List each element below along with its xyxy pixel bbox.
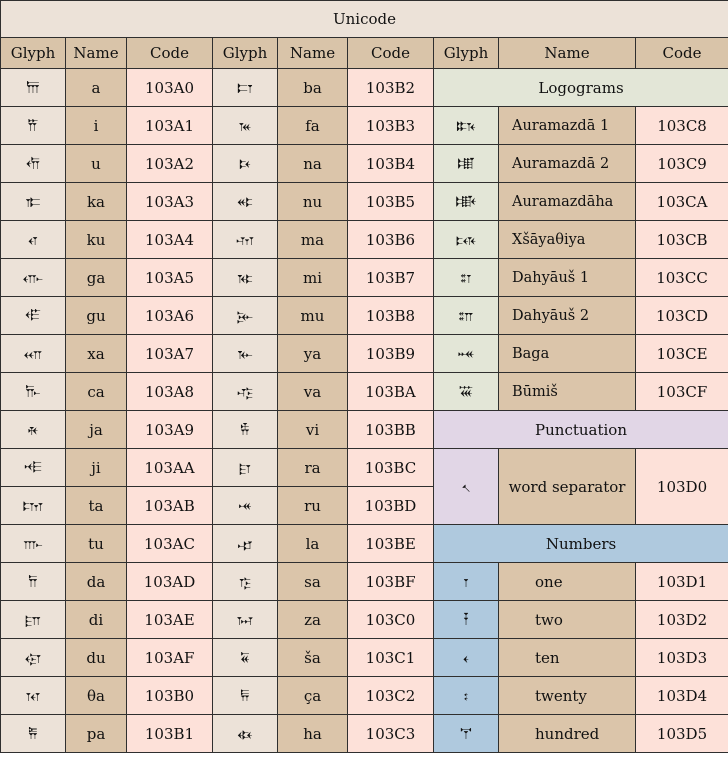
code-cell: 103C1 — [348, 639, 434, 677]
table-row — [1, 221, 728, 259]
glyph-cell: 𐎯 — [1, 639, 66, 677]
header-name: Name — [66, 38, 127, 69]
table-row — [1, 563, 728, 601]
name-cell: sa — [278, 563, 348, 601]
table-row — [1, 297, 728, 335]
name-cell: va — [278, 373, 348, 411]
code-cell: 103AF — [127, 639, 213, 677]
name-cell: ji — [66, 449, 127, 487]
name-cell: da — [66, 563, 127, 601]
table-row — [1, 107, 728, 145]
code-cell: 103CB — [636, 221, 728, 259]
name-cell: xa — [66, 335, 127, 373]
name-cell: ba — [278, 69, 348, 107]
code-cell: 103B4 — [348, 145, 434, 183]
code-cell: 103C3 — [348, 715, 434, 753]
table-row — [1, 601, 728, 639]
code-cell: 103AB — [127, 487, 213, 525]
glyph-cell: 𐎱 — [1, 715, 66, 753]
name-cell: word separator — [499, 449, 636, 525]
header-glyph: Glyph — [1, 38, 66, 69]
section-header-logograms: Logograms — [434, 69, 728, 107]
glyph-cell: 𐏋 — [434, 221, 499, 259]
header-code: Code — [127, 38, 213, 69]
code-cell: 103A1 — [127, 107, 213, 145]
name-cell: nu — [278, 183, 348, 221]
name-cell: pa — [66, 715, 127, 753]
glyph-cell: 𐎣 — [1, 183, 66, 221]
glyph-cell: 𐎷 — [213, 259, 278, 297]
glyph-cell: 𐎾 — [213, 525, 278, 563]
glyph-cell: 𐎵 — [213, 183, 278, 221]
code-cell: 103BB — [348, 411, 434, 449]
glyph-cell: 𐎥 — [1, 259, 66, 297]
code-cell: 103BD — [348, 487, 434, 525]
glyph-cell: 𐎰 — [1, 677, 66, 715]
code-cell: 103B3 — [348, 107, 434, 145]
name-cell: ka — [66, 183, 127, 221]
table-row — [1, 335, 728, 373]
name-cell: ten — [499, 639, 636, 677]
table-row — [1, 259, 728, 297]
glyph-cell: 𐎨 — [1, 373, 66, 411]
code-cell: 103B9 — [348, 335, 434, 373]
code-cell: 103D0 — [636, 449, 728, 525]
name-cell: ma — [278, 221, 348, 259]
glyph-cell: 𐏃 — [213, 715, 278, 753]
glyph-cell: 𐏀 — [213, 601, 278, 639]
name-cell: u — [66, 145, 127, 183]
code-cell: 103B2 — [348, 69, 434, 107]
name-cell: twenty — [499, 677, 636, 715]
code-cell: 103D3 — [636, 639, 728, 677]
table-row — [1, 411, 728, 449]
code-cell: 103CE — [636, 335, 728, 373]
glyph-cell: 𐎺 — [213, 373, 278, 411]
code-cell: 103BE — [348, 525, 434, 563]
glyph-cell: 𐎮 — [1, 601, 66, 639]
section-header-numbers: Numbers — [434, 525, 728, 563]
glyph-cell: 𐎻 — [213, 411, 278, 449]
name-cell: ca — [66, 373, 127, 411]
name-cell: ya — [278, 335, 348, 373]
name-cell: two — [499, 601, 636, 639]
glyph-cell: 𐏈 — [434, 107, 499, 145]
glyph-cell: 𐎠 — [1, 69, 66, 107]
code-cell: 103BC — [348, 449, 434, 487]
glyph-cell: 𐎶 — [213, 221, 278, 259]
glyph-cell: 𐎹 — [213, 335, 278, 373]
code-cell: 103A6 — [127, 297, 213, 335]
name-cell: gu — [66, 297, 127, 335]
table-row — [1, 639, 728, 677]
table-row — [1, 183, 728, 221]
name-cell: vi — [278, 411, 348, 449]
glyph-cell: 𐎪 — [1, 449, 66, 487]
glyph-cell: 𐏎 — [434, 335, 499, 373]
name-cell: Xšāyaθiya — [499, 221, 636, 259]
table-row — [1, 715, 728, 753]
code-cell: 103A3 — [127, 183, 213, 221]
glyph-cell: 𐏂 — [213, 677, 278, 715]
glyph-cell: 𐏌 — [434, 259, 499, 297]
glyph-cell: 𐎲 — [213, 69, 278, 107]
glyph-cell: 𐎦 — [1, 297, 66, 335]
glyph-cell: 𐎢 — [1, 145, 66, 183]
code-cell: 103A9 — [127, 411, 213, 449]
name-cell: ça — [278, 677, 348, 715]
glyph-cell: 𐎩 — [1, 411, 66, 449]
code-cell: 103D5 — [636, 715, 728, 753]
section-header-punctuation: Punctuation — [434, 411, 728, 449]
glyph-cell: 𐎭 — [1, 563, 66, 601]
glyph-cell: 𐏑 — [434, 563, 499, 601]
table-row — [1, 525, 728, 563]
name-cell: Auramazdā 1 — [499, 107, 636, 145]
name-cell: hundred — [499, 715, 636, 753]
name-cell: one — [499, 563, 636, 601]
name-cell: mu — [278, 297, 348, 335]
name-cell: Baga — [499, 335, 636, 373]
glyph-cell: 𐎴 — [213, 145, 278, 183]
header-name: Name — [278, 38, 348, 69]
code-cell: 103B7 — [348, 259, 434, 297]
code-cell: 103A0 — [127, 69, 213, 107]
table-row — [1, 449, 728, 487]
glyph-cell: 𐏐 — [434, 449, 499, 525]
code-cell: 103CC — [636, 259, 728, 297]
table-row — [1, 677, 728, 715]
name-cell: Dahyāuš 2 — [499, 297, 636, 335]
name-cell: ru — [278, 487, 348, 525]
name-cell: θa — [66, 677, 127, 715]
table-title: Unicode — [1, 1, 728, 38]
code-cell: 103A5 — [127, 259, 213, 297]
code-cell: 103AE — [127, 601, 213, 639]
code-cell: 103BA — [348, 373, 434, 411]
code-cell: 103C8 — [636, 107, 728, 145]
code-cell: 103D4 — [636, 677, 728, 715]
glyph-cell: 𐎡 — [1, 107, 66, 145]
code-cell: 103AD — [127, 563, 213, 601]
header-code: Code — [636, 38, 728, 69]
name-cell: ga — [66, 259, 127, 297]
table-row — [1, 373, 728, 411]
glyph-cell: 𐎧 — [1, 335, 66, 373]
code-cell: 103B1 — [127, 715, 213, 753]
glyph-cell: 𐎿 — [213, 563, 278, 601]
code-cell: 103D2 — [636, 601, 728, 639]
name-cell: na — [278, 145, 348, 183]
code-cell: 103CD — [636, 297, 728, 335]
header-glyph: Glyph — [434, 38, 499, 69]
header-code: Code — [348, 38, 434, 69]
code-cell: 103A8 — [127, 373, 213, 411]
name-cell: za — [278, 601, 348, 639]
name-cell: ja — [66, 411, 127, 449]
code-cell: 103B8 — [348, 297, 434, 335]
glyph-cell: 𐎽 — [213, 487, 278, 525]
code-cell: 103A4 — [127, 221, 213, 259]
name-cell: ha — [278, 715, 348, 753]
name-cell: ra — [278, 449, 348, 487]
code-cell: 103AA — [127, 449, 213, 487]
code-cell: 103B6 — [348, 221, 434, 259]
header-glyph: Glyph — [213, 38, 278, 69]
glyph-cell: 𐏔 — [434, 677, 499, 715]
name-cell: Dahyāuš 1 — [499, 259, 636, 297]
name-cell: Būmiš — [499, 373, 636, 411]
code-cell: 103A2 — [127, 145, 213, 183]
glyph-cell: 𐏏 — [434, 373, 499, 411]
glyph-cell: 𐎬 — [1, 525, 66, 563]
header-name: Name — [499, 38, 636, 69]
code-cell: 103C0 — [348, 601, 434, 639]
glyph-cell: 𐏊 — [434, 183, 499, 221]
name-cell: du — [66, 639, 127, 677]
glyph-cell: 𐎸 — [213, 297, 278, 335]
name-cell: tu — [66, 525, 127, 563]
glyph-cell: 𐎫 — [1, 487, 66, 525]
name-cell: di — [66, 601, 127, 639]
code-cell: 103C2 — [348, 677, 434, 715]
code-cell: 103CF — [636, 373, 728, 411]
code-cell: 103C9 — [636, 145, 728, 183]
name-cell: ša — [278, 639, 348, 677]
glyph-cell: 𐏉 — [434, 145, 499, 183]
code-cell: 103AC — [127, 525, 213, 563]
code-cell: 103BF — [348, 563, 434, 601]
name-cell: a — [66, 69, 127, 107]
name-cell: mi — [278, 259, 348, 297]
glyph-cell: 𐏓 — [434, 639, 499, 677]
table-row — [1, 145, 728, 183]
code-cell: 103B5 — [348, 183, 434, 221]
glyph-cell: 𐏕 — [434, 715, 499, 753]
glyph-cell: 𐎼 — [213, 449, 278, 487]
name-cell: la — [278, 525, 348, 563]
name-cell: fa — [278, 107, 348, 145]
name-cell: ta — [66, 487, 127, 525]
code-cell: 103D1 — [636, 563, 728, 601]
code-cell: 103CA — [636, 183, 728, 221]
name-cell: i — [66, 107, 127, 145]
glyph-cell: 𐏁 — [213, 639, 278, 677]
glyph-cell: 𐎤 — [1, 221, 66, 259]
code-cell: 103B0 — [127, 677, 213, 715]
table-row — [1, 69, 728, 107]
name-cell: ku — [66, 221, 127, 259]
glyph-cell: 𐏒 — [434, 601, 499, 639]
glyph-cell: 𐎳 — [213, 107, 278, 145]
name-cell: Auramazdā 2 — [499, 145, 636, 183]
name-cell: Auramazdāha — [499, 183, 636, 221]
code-cell: 103A7 — [127, 335, 213, 373]
glyph-cell: 𐏍 — [434, 297, 499, 335]
